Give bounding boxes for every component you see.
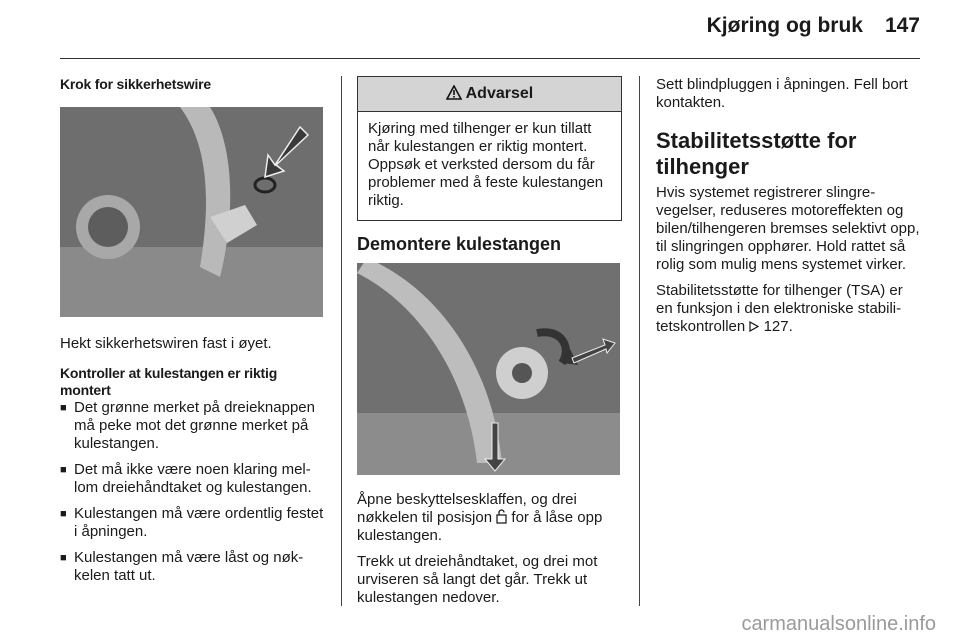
- warning-title-bar: [358, 77, 621, 112]
- instruction-pull-handle: Trekk ut dreiehåndtaket, og drei mot urviseren så langt det går. Trekk ut kulestangen nedover.: [357, 553, 598, 606]
- warning-box: [357, 76, 622, 221]
- photo-safety-wire-eye: [60, 107, 323, 317]
- check-heading: Kontroller at kulestangen er riktig montert: [60, 365, 278, 398]
- watermark-footer: carmanualsonline.info: [741, 613, 936, 635]
- section-heading-remove-ball-bar: Demontere kulestangen: [357, 234, 562, 254]
- list-item: ■ Kulestangen må være låst og nøkkelen tatt ut.: [60, 549, 325, 585]
- column-divider: [639, 76, 640, 606]
- paragraph-trailer-sway: Hvis systemet registrerer slingrevegelser, reduseres motoreffekten og bilen/tilhengeren bremses selektivt opp, til slingringen opphører. Hold rattet så rolig som mulig mens systemet virker.: [656, 184, 920, 273]
- paragraph-tsa-reference: Stabilitetsstøtte for tilhenger (TSA) er en funksjon i den elektroniske stabilitetskontrollen 127.: [656, 282, 903, 335]
- column-3: [656, 76, 922, 344]
- column-2: [357, 76, 622, 615]
- list-item: ■ Kulestangen må være ordentlig festet i åpningen.: [60, 505, 325, 541]
- column-divider: [341, 76, 342, 606]
- list-item: ■ Det grønne merket på dreieknappen må peke mot det grønne merket på kulestangen.: [60, 399, 325, 453]
- instruction-blind-plug: Sett blindpluggen i åpningen. Fell bort kontakten.: [656, 76, 908, 111]
- page-number: 147: [884, 14, 920, 37]
- warning-text: Kjøring med tilhenger er kun tillatt når kulestangen er riktig montert. Oppsøk et verksted dersom du får problemer med å feste kulestangen riktig.: [368, 120, 604, 209]
- section-heading-trailer-stability: Stabilitetsstøtte for tilhenger: [656, 128, 857, 179]
- warning-icon: [446, 85, 466, 102]
- page-header: [707, 14, 920, 38]
- list-item: ■ Det må ikke være noen klaring mellom dreiehåndtaket og kulestangen.: [60, 461, 325, 497]
- page-reference-link[interactable]: 127: [763, 318, 789, 335]
- photo-remove-ball-bar: [357, 263, 620, 475]
- unlock-key-icon: [496, 509, 507, 526]
- column-1: [60, 76, 325, 593]
- instruction-open-flap: Åpne beskyttelsesklaffen, og drei nøkkelen til posisjon for å låse opp kulestangen.: [357, 491, 603, 544]
- chapter-title: Kjøring og bruk: [706, 14, 863, 37]
- warning-title: Advarsel: [465, 85, 534, 102]
- header-rule: [60, 58, 920, 59]
- check-list: [60, 399, 325, 585]
- caption-hook-wire: Hekt sikkerhetswiren fast i øyet.: [60, 335, 272, 352]
- page-reference-arrow-icon: [749, 318, 759, 335]
- section-heading-safety-wire-hook: Krok for sikkerhetswire: [60, 76, 212, 92]
